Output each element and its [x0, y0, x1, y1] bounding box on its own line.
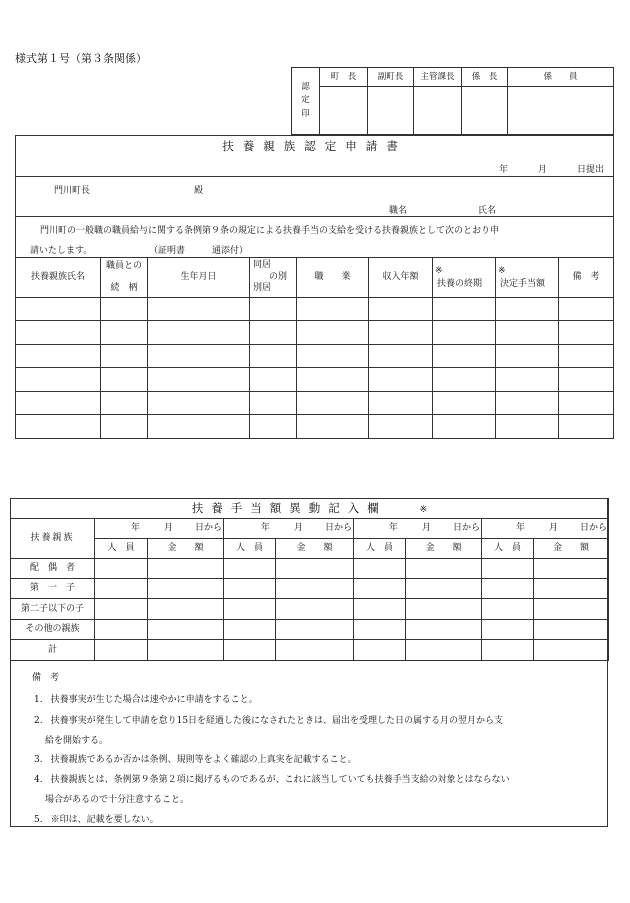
period-3: 年 月 日から	[354, 519, 482, 539]
row-label-second-child: 第二子以下の子	[11, 599, 95, 620]
notes-heading: 備 考	[32, 673, 60, 683]
header-amount: 金 額	[148, 539, 224, 559]
note-item-2: 2. 扶養事実が発生して申請を怠り15日を経過した後になされたときは、届出を受理した日の属する月の翌月から支	[34, 716, 504, 726]
note-item-1: 1. 扶養事実が生じた場合は速やかに申請をすること。	[34, 695, 258, 705]
table-row	[11, 599, 609, 620]
header-persons: 人 員	[95, 539, 148, 559]
header-support-end: ※ 扶養の終期	[433, 258, 496, 298]
row-label-first-child: 第 一 子	[11, 579, 95, 599]
header-amount: 金 額	[534, 539, 609, 559]
table-row	[11, 579, 609, 599]
stamp-header-subsection-chief: 係 長	[462, 68, 508, 87]
date-year: 年	[499, 165, 509, 175]
stamp-header-staff: 係 員	[508, 68, 614, 87]
header-dependent-name: 扶養親族氏名	[16, 258, 101, 298]
addressee: 門川町長	[54, 186, 91, 196]
header-amount: 金 額	[406, 539, 482, 559]
header-allowance: ※ 決定手当額	[496, 258, 559, 298]
header-cohabitation: 同居 の別 別居	[250, 258, 297, 298]
table-row	[16, 321, 614, 345]
change-record-table	[10, 498, 609, 661]
stamp-header-deputy-mayor: 副町長	[368, 68, 414, 87]
stamp-box-section-chief[interactable]	[414, 87, 462, 135]
body-line-2: 請いたします。	[30, 246, 93, 256]
table-row	[11, 640, 609, 661]
header-persons: 人 員	[354, 539, 406, 559]
table-row	[16, 345, 614, 368]
table-row	[16, 392, 614, 415]
stamp-header-mayor: 町 長	[320, 68, 368, 87]
stamp-label: 認 定 印	[292, 68, 320, 135]
header-annual-income: 収入年額	[369, 258, 433, 298]
period-2: 年 月 日から	[224, 519, 354, 539]
approval-stamp-table	[291, 67, 614, 135]
dependents-table	[15, 257, 614, 439]
stamp-box-subsection-chief[interactable]	[462, 87, 508, 135]
table-row	[16, 368, 614, 392]
stamp-box-mayor[interactable]	[320, 87, 368, 135]
period-1: 年 月 日から	[95, 519, 224, 539]
note-item-3: 3. 扶養親族であるか否かは条例、規則等をよく確認の上真実を記載すること。	[34, 755, 357, 765]
row-label-spouse: 配 偶 者	[11, 559, 95, 579]
body-line-1: 門川町の一般職の職員給与に関する条例第９条の規定による扶養手当の支給を受ける扶養親族として次のとおり申	[40, 226, 500, 236]
change-record-title: 扶養手当額異動記入欄 ※	[11, 499, 609, 519]
header-amount: 金 額	[276, 539, 354, 559]
name-label: 氏名	[478, 206, 497, 216]
stamp-box-deputy-mayor[interactable]	[368, 87, 414, 135]
header-birthdate: 生年月日	[148, 258, 250, 298]
header-persons: 人 員	[482, 539, 534, 559]
row-label-total: 計	[11, 640, 95, 661]
header-remarks: 備 考	[559, 258, 614, 298]
date-day: 日提出	[577, 165, 605, 175]
note-item-4-cont: 場合があるので十分注意すること。	[45, 795, 190, 805]
date-month: 月	[538, 165, 548, 175]
table-row	[16, 298, 614, 321]
stamp-header-section-chief: 主管課長	[414, 68, 462, 87]
header-persons: 人 員	[224, 539, 276, 559]
note-item-2-cont: 給を開始する。	[45, 736, 109, 746]
honorific: 殿	[194, 186, 204, 196]
position-label: 職名	[389, 206, 408, 216]
form-number: 様式第１号（第３条関係）	[15, 52, 147, 65]
attachment-note: （証明書 通添付）	[149, 246, 249, 256]
header-family: 扶養親族	[11, 519, 95, 559]
period-4: 年 月 日から	[482, 519, 609, 539]
stamp-box-staff[interactable]	[508, 87, 614, 135]
header-occupation: 職 業	[297, 258, 369, 298]
table-row	[16, 415, 614, 439]
table-row	[11, 559, 609, 579]
table-row	[11, 620, 609, 640]
note-item-4: 4. 扶養親族とは、条例第９条第２項に掲げるものであるが、これに該当していても扶養手当支給の対象とはならない	[34, 775, 510, 785]
note-item-5: 5. ※印は、記載を要しない。	[34, 815, 159, 825]
row-label-other-relatives: その他の親族	[11, 620, 95, 640]
application-title: 扶養親族認定申請書	[222, 139, 407, 153]
header-relation: 職員との 続 柄	[101, 258, 148, 298]
